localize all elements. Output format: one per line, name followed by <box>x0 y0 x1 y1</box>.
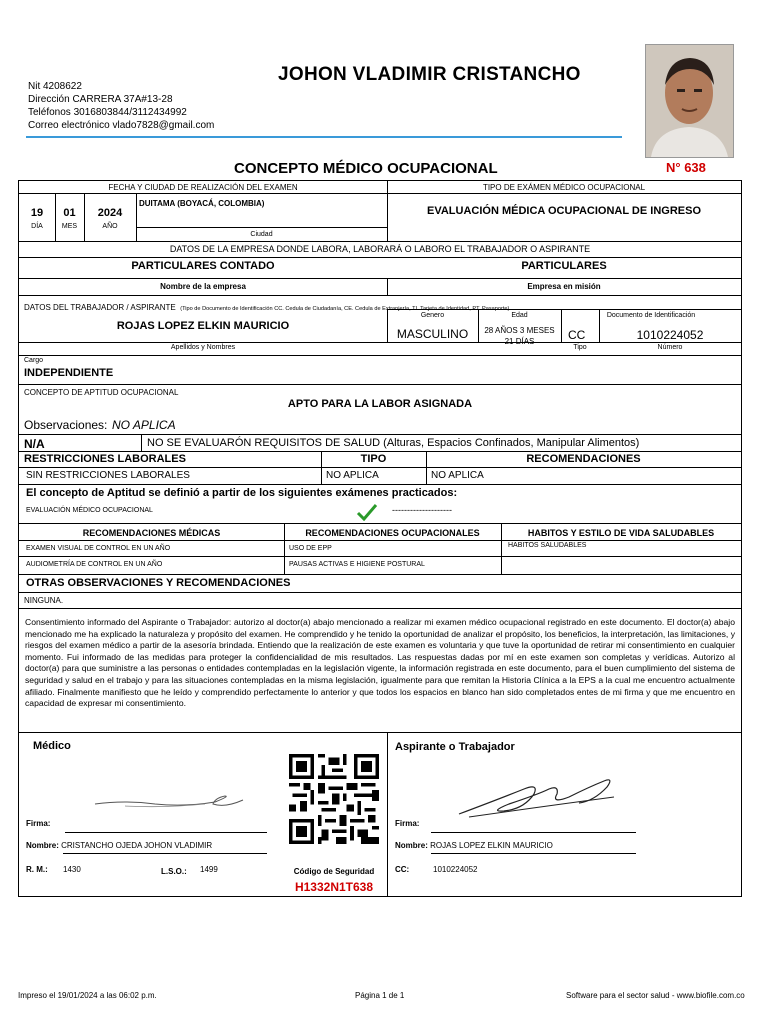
gender-label: Genero <box>420 312 445 319</box>
habits-header: HABITOS Y ESTILO DE VIDA SALUDABLES <box>527 528 715 538</box>
occupational-recs-header: RECOMENDACIONES OCUPACIONALES <box>305 528 480 538</box>
other-value: NINGUNA. <box>24 596 64 605</box>
na-value: N/A <box>24 437 45 451</box>
type-header: TIPO DE EXÁMEN MÉDICO OCUPACIONAL <box>482 183 646 192</box>
exams-header: El concepto de Aptitud se definió a partir de los siguientes exámenes practicados: <box>26 487 458 499</box>
doctor-name-heading: JOHON VLADIMIR CRISTANCHO <box>278 64 581 85</box>
worker-header-note: (Tipo de Documento de Identificación CC. Cedula de Ciudadanía, CE. Cedula de Extranjería, TI. Tarjeta de Identidad, PT. Pasaporte) <box>180 306 510 312</box>
cargo-label: Cargo <box>24 357 44 364</box>
rm-label: R. M.: <box>26 865 48 874</box>
document-title: CONCEPTO MÉDICO OCUPACIONAL <box>234 160 498 177</box>
worker-age-1: 28 AÑOS 3 MESES <box>484 326 555 335</box>
observations-label: Observaciones: <box>24 418 108 432</box>
exam-item: EVALUACIÓN MÉDICO OCUPACIONAL <box>26 507 153 514</box>
doctor-sig-header: Médico <box>33 740 71 752</box>
worker-name: ROJAS LOPEZ ELKIN MAURICIO <box>116 320 290 332</box>
nit: Nit 4208622 <box>28 81 82 92</box>
rm-value: 1430 <box>63 865 81 874</box>
exam-type-value: EVALUACIÓN MÉDICA OCUPACIONAL DE INGRESO <box>427 205 701 217</box>
date-header: FECHA Y CIUDAD DE REALIZACIÓN DEL EXAMEN <box>108 183 298 192</box>
worker-name-label: Apellidos y Nombres <box>170 344 236 351</box>
email: Correo electrónico vlado7828@gmail.com <box>28 120 215 131</box>
year-label: AÑO <box>102 223 118 230</box>
header-divider <box>26 136 622 138</box>
worker-header: DATOS DEL TRABAJADOR / ASPIRANTE <box>24 303 176 312</box>
aptitude-value: APTO PARA LA LABOR ASIGNADA <box>287 398 473 410</box>
footer-printed: Impreso el 19/01/2024 a las 06:02 p.m. <box>18 991 157 1000</box>
worker-doc-type: CC <box>568 328 586 342</box>
na-text: NO SE EVALUARÓN REQUISITOS DE SALUD (Alturas, Espacios Confinados, Manipular Alimentos) <box>147 437 640 449</box>
worker-sig-header: Aspirante o Trabajador <box>395 741 515 753</box>
observations-value: NO APLICA <box>112 418 176 432</box>
consent-text: Consentimiento informado del Aspirante o Trabajador: autorizo al doctor(a) abajo mencionado a realizar mi examen médico ocupacional registrado en este documento. El doctor(a) abajo mencionado me ha explicado la naturaleza y propósito del examen. He comprendido y he tenido la oportunidad de analizar el propósito, los beneficios, la interpretación, las limitaciones, y riesgos del examen médico a partir de la asesoría brindada. Entiendo que la realización de este examen es voluntaria y que tuve la oportunidad de retirar mi consentimiento en cualquier momento. Fui informado de las medidas para proteger la confidencialidad de mis resultados. Las respuestas dadas por mí en este examen son completas y verídicas. Autorizo al doctor(a) para que suministre a las personas o entidades contempladas en la legislación vigente, la información registrada en este documento, para el buen cumplimiento del sistema de seguridad y salud en el trabajo y para las situaciones contempladas en la misma legislación, igualmente para que remitan la Historia Clínica a la EPS a la cual me encuentro actualmente afiliado. Finalmente manifiesto que he leído y comprendido perfectamente lo anterior y que todos los espacios en blanco han sido completados entes de mi firma y que me encuentro en capacidad de expresar mi consentimiento. <box>25 617 735 709</box>
worker-age-2: 21 DÍAS <box>504 337 535 346</box>
doctor-signer-name: CRISTANCHO OJEDA JOHON VLADIMIR <box>61 841 213 850</box>
month-label: MES <box>61 223 78 230</box>
footer-page: Página 1 de 1 <box>355 991 405 1000</box>
restrictions-value: SIN RESTRICCIONES LABORALES <box>26 470 190 481</box>
worker-firma-label: Firma: <box>395 819 420 828</box>
worker-signature-image <box>429 769 629 834</box>
worker-name-row <box>395 841 553 850</box>
exam-dashes: -------------------- <box>392 505 452 515</box>
worker-signer-name: ROJAS LOPEZ ELKIN MAURICIO <box>430 841 553 850</box>
company-name-label: Nombre de la empresa <box>160 282 246 291</box>
medical-form <box>18 180 742 897</box>
day-label: DÍA <box>31 223 43 230</box>
medical-rec-2: AUDIOMETRÍA DE CONTROL EN UN AÑO <box>26 561 163 568</box>
security-code: H1332N1T638 <box>294 880 374 894</box>
lso-label: L.S.O.: <box>161 867 187 876</box>
exam-day: 19 <box>30 207 44 219</box>
company-mission-label: Empresa en misión <box>527 282 601 291</box>
company-mission: PARTICULARES <box>521 260 607 272</box>
exam-year: 2024 <box>97 207 123 219</box>
qr-code <box>289 754 379 844</box>
restrictions-rec-value: NO APLICA <box>431 470 484 481</box>
age-label: Edad <box>511 312 528 319</box>
cc-label: CC: <box>395 865 410 874</box>
exam-city: DUITAMA (BOYACÁ, COLOMBIA) <box>139 199 265 208</box>
address: Dirección CARRERA 37A#13-28 <box>28 94 173 105</box>
doc-number-label: Número <box>657 344 683 351</box>
doctor-signature-image <box>65 766 265 831</box>
doctor-nombre-label: Nombre: <box>26 841 59 850</box>
habits-value: HABITOS SALUDABLES <box>508 542 587 549</box>
aptitude-label: CONCEPTO DE APTITUD OCUPACIONAL <box>24 388 179 397</box>
medical-rec-1: EXAMEN VISUAL DE CONTROL EN UN AÑO <box>26 545 171 552</box>
cargo-value: INDEPENDIENTE <box>24 367 114 379</box>
restrictions-rec-header: RECOMENDACIONES <box>526 453 641 465</box>
document-number: N° 638 <box>666 160 706 175</box>
phones: Teléfonos 3016803844/3112434992 <box>28 107 187 118</box>
exam-month: 01 <box>63 207 76 219</box>
city-label: Ciudad <box>250 231 273 238</box>
doc-label: Documento de Identificación <box>606 312 696 319</box>
security-label: Código de Seguridad <box>293 867 375 876</box>
occupational-rec-2: PAUSAS ACTIVAS E HIGIENE POSTURAL <box>289 561 425 568</box>
worker-doc-number: 1010224052 <box>636 328 704 342</box>
doc-type-label: Tipo <box>573 344 587 351</box>
other-header: OTRAS OBSERVACIONES Y RECOMENDACIONES <box>26 577 291 589</box>
restrictions-type-value: NO APLICA <box>326 470 379 481</box>
occupational-rec-1: USO DE EPP <box>289 545 332 552</box>
worker-nombre-label: Nombre: <box>395 841 428 850</box>
patient-photo <box>645 44 734 158</box>
doctor-firma-label: Firma: <box>26 819 51 828</box>
company-header: DATOS DE LA EMPRESA DONDE LABORA, LABORARÁ O LABORO EL TRABAJADOR O ASPIRANTE <box>169 244 591 254</box>
worker-gender: MASCULINO <box>396 327 469 341</box>
check-icon <box>356 503 378 526</box>
doctor-name-row <box>26 841 212 850</box>
medical-recs-header: RECOMENDACIONES MÉDICAS <box>82 528 221 538</box>
restrictions-header: RESTRICCIONES LABORALES <box>24 453 186 465</box>
lso-value: 1499 <box>200 865 218 874</box>
footer-software: Software para el sector salud - www.biofile.com.co <box>566 991 745 1000</box>
company-name: PARTICULARES CONTADO <box>131 260 275 272</box>
issuer-info <box>28 80 214 132</box>
cc-value: 1010224052 <box>433 865 478 874</box>
restrictions-type-header: TIPO <box>360 453 387 465</box>
